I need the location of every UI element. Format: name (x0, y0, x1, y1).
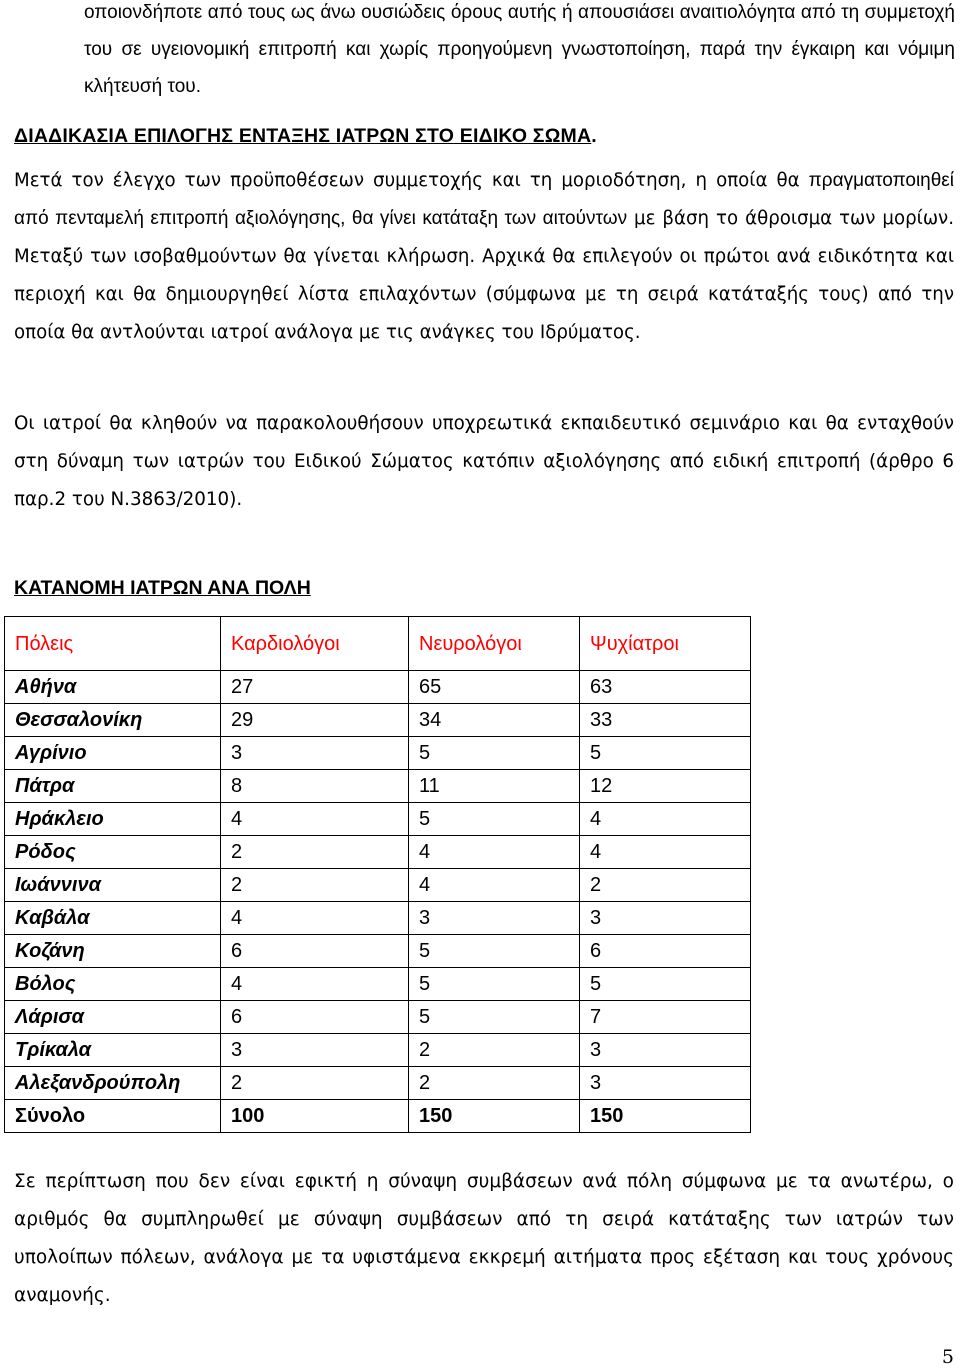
neurologists-cell: 5 (409, 803, 580, 836)
neurologists-cell: 5 (409, 1001, 580, 1034)
psychiatrists-cell: 4 (580, 803, 751, 836)
section-heading-line (14, 125, 597, 148)
cardiologists-cell: 29 (221, 704, 409, 737)
table-row (5, 1001, 751, 1034)
table-total-row (5, 1100, 751, 1133)
doctors-per-city-table (4, 616, 751, 1133)
header-psychiatrists: Ψυχίατροι (580, 617, 751, 671)
table-row (5, 968, 751, 1001)
cardiologists-cell: 2 (221, 869, 409, 902)
psychiatrists-cell: 7 (580, 1001, 751, 1034)
table-row (5, 935, 751, 968)
table-row (5, 902, 751, 935)
city-cell: Βόλος (5, 968, 221, 1001)
neurologists-cell: 5 (409, 737, 580, 770)
table-row (5, 803, 751, 836)
section-heading: ΔΙΑΔΙΚΑΣΙΑ ΕΠΙΛΟΓΗΣ ΕΝΤΑΞΗΣ ΙΑΤΡΩΝ ΣΤΟ ΕΙΔΙΚΟ ΣΩΜΑ (14, 125, 592, 147)
city-cell: Θεσσαλονίκη (5, 704, 221, 737)
neurologists-cell: 2 (409, 1067, 580, 1100)
table-row (5, 1067, 751, 1100)
selection-paragraph-part2: πραγματοποιηθεί από πενταμελή επιτροπή αξιολόγησης, θα γίνει κατάταξη των αιτούντων (14, 170, 954, 229)
neurologists-cell: 4 (409, 836, 580, 869)
selection-paragraph-part3: με βάση το άθροισμα των μορίων. Μεταξύ των ισοβαθμούντων θα γίνεται κλήρωση. Αρχικά θα επιλεγούν οι πρώτοι ανά ειδικότητα και περιοχή και θα δημιουργηθεί λίστα επιλαχόντων (σύμφωνα με τη σειρά κατάταξής τους) από την οποία θα αντλούνται ιατροί ανάλογα με τις ανάγκες του Ιδρύματος. (14, 208, 954, 343)
total-psychiatrists-cell: 150 (580, 1100, 751, 1133)
seminar-paragraph: Οι ιατροί θα κληθούν να παρακολουθήσουν υποχρεωτικά εκπαιδευτικό σεμινάριο και θα ενταχθούν στη δύναμη των ιατρών του Ειδικού Σώματος κατόπιν αξιολόγησης από ειδική επιτροπή (άρθρο 6 παρ.2 του Ν.3863/2010). (14, 413, 954, 510)
table-header-row (5, 617, 751, 671)
table-row (5, 770, 751, 803)
city-cell: Καβάλα (5, 902, 221, 935)
city-cell: Ηράκλειο (5, 803, 221, 836)
psychiatrists-cell: 3 (580, 1067, 751, 1100)
total-neurologists-cell: 150 (409, 1100, 580, 1133)
city-cell: Πάτρα (5, 770, 221, 803)
psychiatrists-cell: 4 (580, 836, 751, 869)
psychiatrists-cell: 5 (580, 737, 751, 770)
neurologists-cell: 65 (409, 671, 580, 704)
city-cell: Αθήνα (5, 671, 221, 704)
psychiatrists-cell: 12 (580, 770, 751, 803)
total-cardiologists-cell: 100 (221, 1100, 409, 1133)
intro-paragraph: οποιονδήποτε από τους ως άνω ουσιώδεις όρους αυτής ή απουσιάσει αναιτιολόγητα από τη συμμετοχή του σε υγειονομική επιτροπή και χωρίς προηγούμενη γνωστοποίηση, παρά την έγκαιρη και νόμιμη κλήτευσή του. (84, 2, 955, 97)
table-row (5, 671, 751, 704)
psychiatrists-cell: 3 (580, 1034, 751, 1067)
header-cities: Πόλεις (5, 617, 221, 671)
table-row (5, 869, 751, 902)
city-cell: Ιωάννινα (5, 869, 221, 902)
table-row (5, 737, 751, 770)
table-row (5, 1034, 751, 1067)
neurologists-cell: 3 (409, 902, 580, 935)
neurologists-cell: 5 (409, 935, 580, 968)
psychiatrists-cell: 2 (580, 869, 751, 902)
neurologists-cell: 5 (409, 968, 580, 1001)
selection-paragraph (14, 162, 954, 352)
cardiologists-cell: 4 (221, 803, 409, 836)
cardiologists-cell: 4 (221, 968, 409, 1001)
section-heading-dot: . (591, 125, 597, 147)
city-cell: Ρόδος (5, 836, 221, 869)
cardiologists-cell: 27 (221, 671, 409, 704)
closing-paragraph: Σε περίπτωση που δεν είναι εφικτή η σύναψη συμβάσεων ανά πόλη σύμφωνα με τα ανωτέρω, ο αριθμός θα συμπληρωθεί με σύναψη συμβάσεων από τη σειρά κατάταξης των ιατρών των υπολοίπων πόλεων, ανάλογα με τα υφιστάμενα εκκρεμή αιτήματα προς εξέταση και τους χρόνους αναμονής. (14, 1171, 954, 1306)
city-cell: Αγρίνιο (5, 737, 221, 770)
cardiologists-cell: 6 (221, 935, 409, 968)
cardiologists-cell: 3 (221, 1034, 409, 1067)
psychiatrists-cell: 6 (580, 935, 751, 968)
table-title: ΚΑΤΑΝΟΜΗ ΙΑΤΡΩΝ ΑΝΑ ΠΟΛΗ (14, 577, 311, 599)
city-cell: Κοζάνη (5, 935, 221, 968)
psychiatrists-cell: 3 (580, 902, 751, 935)
city-cell: Λάρισα (5, 1001, 221, 1034)
psychiatrists-cell: 5 (580, 968, 751, 1001)
neurologists-cell: 11 (409, 770, 580, 803)
selection-paragraph-part1: Μετά τον έλεγχο των προϋποθέσεων συμμετοχής και τη μοριοδότηση, η οποία θα (14, 170, 809, 191)
cardiologists-cell: 2 (221, 1067, 409, 1100)
neurologists-cell: 34 (409, 704, 580, 737)
cardiologists-cell: 6 (221, 1001, 409, 1034)
header-neurologists: Νευρολόγοι (409, 617, 580, 671)
city-cell: Τρίκαλα (5, 1034, 221, 1067)
neurologists-cell: 2 (409, 1034, 580, 1067)
header-cardiologists: Καρδιολόγοι (221, 617, 409, 671)
page-number: 5 (941, 1346, 954, 1368)
city-cell: Αλεξανδρούπολη (5, 1067, 221, 1100)
neurologists-cell: 4 (409, 869, 580, 902)
psychiatrists-cell: 63 (580, 671, 751, 704)
cardiologists-cell: 4 (221, 902, 409, 935)
total-label-cell: Σύνολο (5, 1100, 221, 1133)
table-row (5, 836, 751, 869)
cardiologists-cell: 2 (221, 836, 409, 869)
psychiatrists-cell: 33 (580, 704, 751, 737)
cardiologists-cell: 8 (221, 770, 409, 803)
cardiologists-cell: 3 (221, 737, 409, 770)
table-row (5, 704, 751, 737)
